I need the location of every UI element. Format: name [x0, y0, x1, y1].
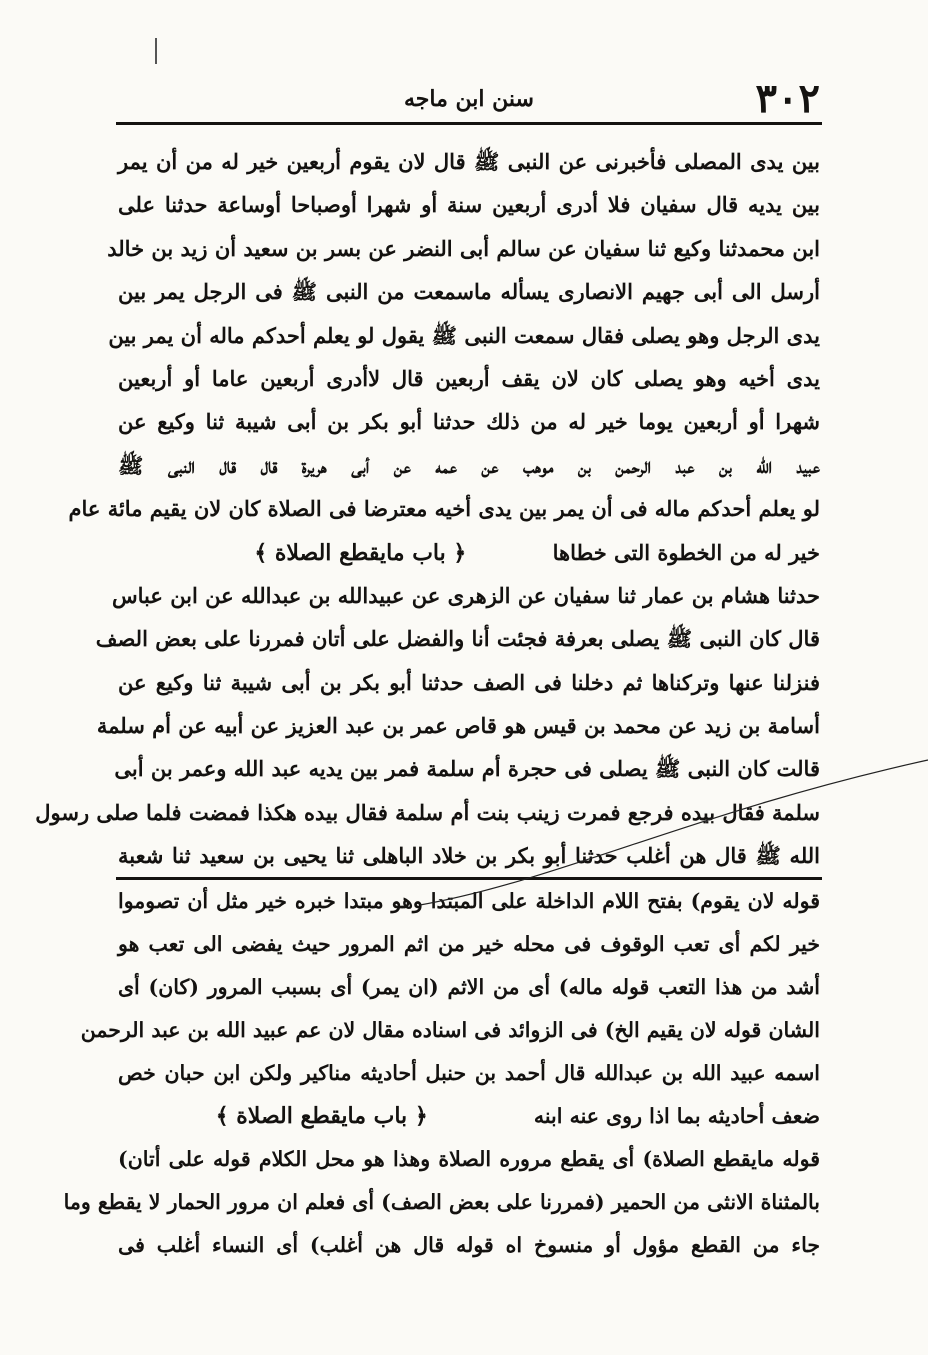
- text-line: أرسل الى أبى جهيم الانصارى يسأله ماسمعت من النبى ﷺ فى الرجل يمر بين: [118, 279, 820, 305]
- note-line: الشان قوله لان يقيم الخ) فى الزوائد فى اسناده مقال لان عم عبيد الله بن عبد الرحمن: [80, 1018, 820, 1042]
- note-line: جاء من القطع مؤول أو منسوخ اه قوله قال هن أغلب) أى النساء أغلب فى: [118, 1233, 820, 1257]
- note-line: اسمه عبيد الله بن عبدالله قال أحمد بن حنبل أحاديثه مناكير ولكن ابن حبان خص: [118, 1061, 820, 1085]
- note-line: بالمثناة الانثى من الحمير (فمررنا على بعض الصف) أى فعلم ان مرور الحمار لا يقطع وما: [63, 1190, 820, 1214]
- text-line: بين يدى المصلى فأخبرنى عن النبى ﷺ قال لان يقوم أربعين خير له من أن يمر: [118, 149, 820, 174]
- note-line: خير لكم أى تعب الوقوف فى محله خير من اثم المرور حيث يفضى الى تعب هو: [118, 932, 820, 956]
- page-header: [118, 75, 820, 122]
- note-chapter-heading-line: [118, 1095, 820, 1138]
- text-line: عبيد الله بن عبد الرحمن بن موهب عن عمه عن أبى هريرة قال قال النبى ﷺ: [118, 452, 820, 478]
- text-line: قال كان النبى ﷺ يصلى بعرفة فجئت أنا والفضل على أتان فمررنا على بعض الصف: [95, 626, 820, 652]
- commentary-text: [63, 880, 820, 1267]
- text-line: حدثنا هشام بن عمار ثنا سفيان عن الزهرى عن عبيدالله بن عبدالله عن ابن عباس: [111, 582, 820, 608]
- text-line: يدى الرجل وهو يصلى فقال سمعت النبى ﷺ يقول لو يعلم أحدكم ماله أن يمر بين: [108, 322, 820, 348]
- note-line: أشد من هذا التعب قوله ماله) أى من الاثم (ان يمر) أى بسبب المرور (كان) أى: [118, 975, 820, 999]
- text-line: ابن محمدثنا وكيع ثنا سفيان عن سالم أبى النضر عن بسر بن سعيد أن زيد بن خالد: [107, 235, 820, 261]
- running-title: سنن ابن ماجه: [403, 86, 534, 112]
- text-line: فنزلنا عنها وتركناها ثم دخلنا فى الصف حدثنا أبو بكر بن أبى شيبة ثنا وكيع عن: [118, 669, 820, 695]
- text-line: قالت كان النبى ﷺ يصلى فى حجرة أم سلمة فمر بين يديه عبد الله وعمر بن أبى: [114, 756, 820, 782]
- chapter-lead-text: خير له من الخطوة التى خطاها: [552, 539, 820, 565]
- chapter-title: ﴿ باب مايقطع الصلاة ﴾: [215, 1103, 428, 1129]
- text-line: الله ﷺ قال هن أغلب حدثنا أبو بكر بن خلاد الباهلى ثنا يحيى بن سعيد ثنا شعبة: [118, 843, 820, 869]
- page-number: ٣٠٢: [755, 75, 820, 122]
- chapter-lead-text: ضعف أحاديثه بما اذا روى عنه ابنه: [533, 1104, 820, 1128]
- chapter-heading-line: [118, 531, 820, 574]
- text-line: سلمة فقال بيده فرجع فمرت زينب بنت أم سلمة فقال بيده هكذا فمضت فلما صلى رسول: [35, 799, 820, 825]
- text-line: بين يديه قال سفيان فلا أدرى أربعين سنة أو شهرا أوصباحا أوساعة حدثنا على: [118, 192, 820, 218]
- note-line: قوله لان يقوم) بفتح اللام الداخلة على المبتدا وهو مبتدا خبره خير مثل أن تصوموا: [118, 889, 820, 913]
- note-line: قوله مايقطع الصلاة) أى يقطع مروره الصلاة وهذا هو محل الكلام قوله على أتان): [118, 1147, 820, 1171]
- text-line: شهرا أو أربعين يوما خير له من ذلك حدثنا أبو بكر بن أبى شيبة ثنا وكيع عن: [118, 409, 820, 435]
- text-line: يدى أخيه وهو يصلى كان لان يقف أربعين قال لاأدرى أربعين عاما أو أربعين: [118, 365, 820, 391]
- chapter-title: ﴿ باب مايقطع الصلاة ﴾: [254, 539, 467, 566]
- hadith-text: [35, 140, 820, 878]
- header-rule: [116, 122, 822, 125]
- text-line: أسامة بن زيد عن محمد بن قيس هو قاص عمر بن عبد العزيز عن أبيه عن أم سلمة: [96, 713, 820, 739]
- text-line: لو يعلم أحدكم ماله فى أن يمر بين يدى أخيه معترضا فى الصلاة كان لان يقيم مائة عام: [68, 496, 820, 522]
- scan-speck: [155, 38, 157, 64]
